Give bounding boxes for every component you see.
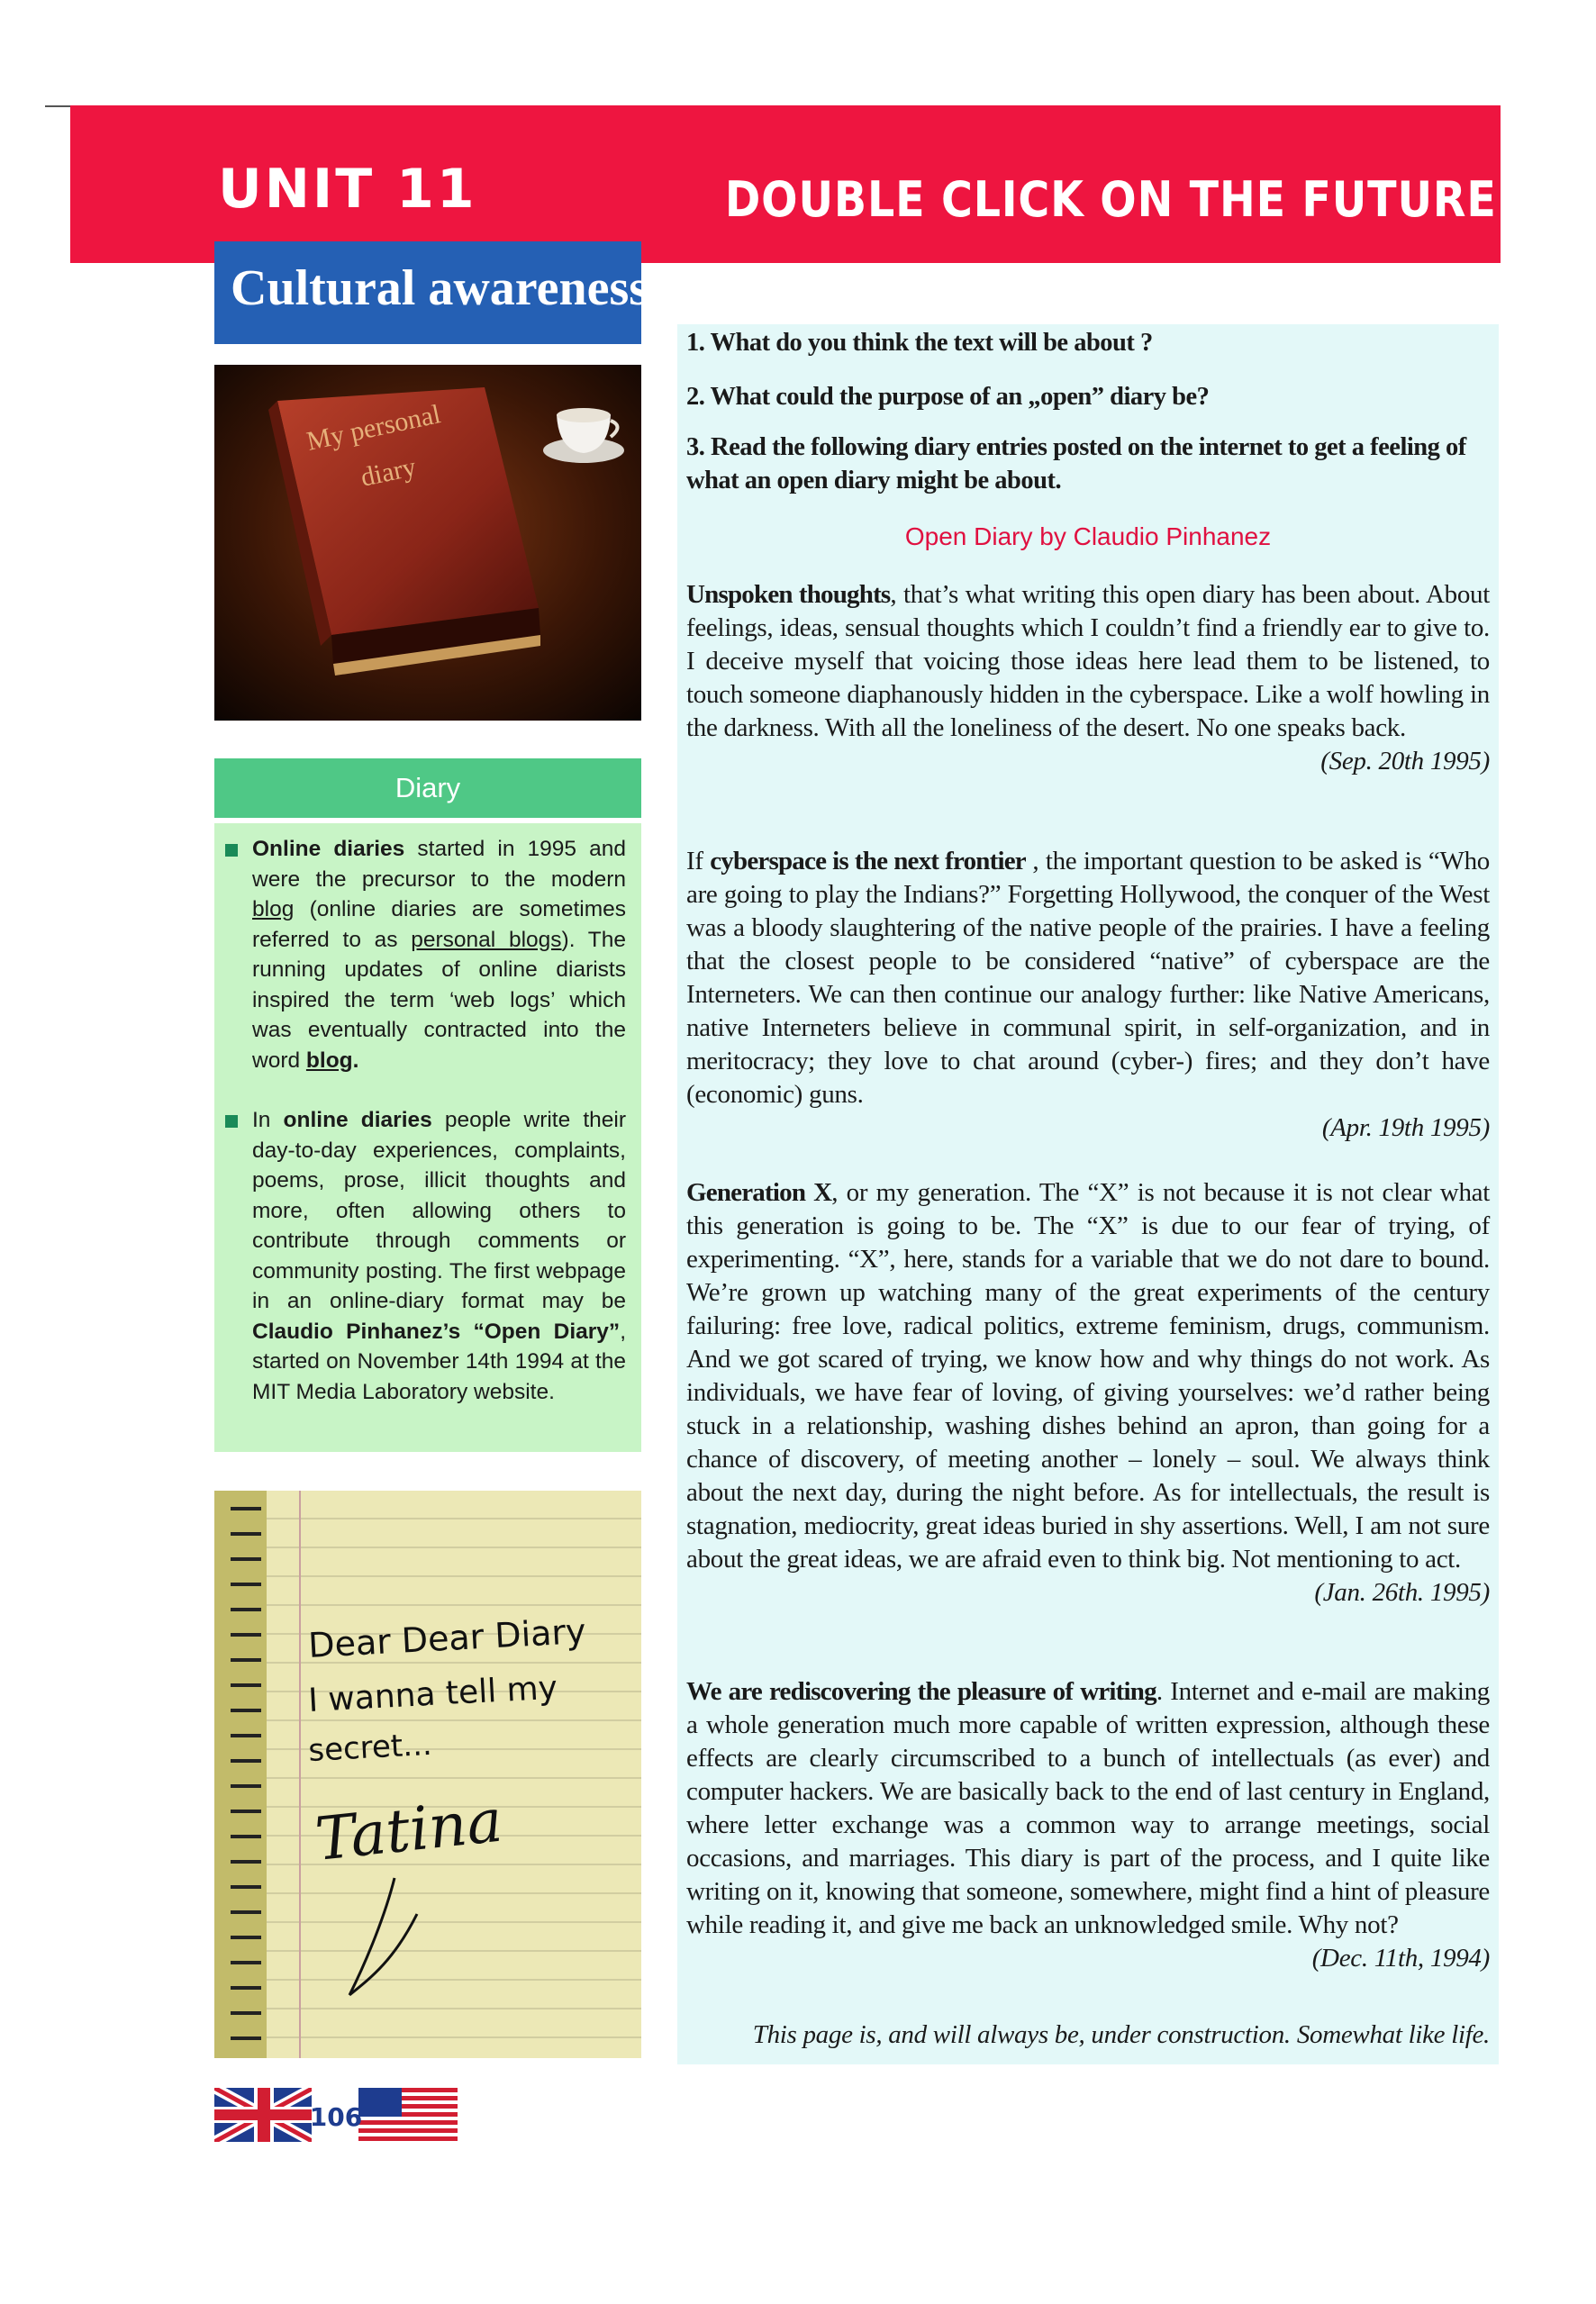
- open-diary-title: Open Diary by Claudio Pinhanez: [904, 522, 1272, 550]
- link-blog-word[interactable]: blog: [305, 1048, 353, 1073]
- entry-lead: cyberspace is the next frontier: [710, 847, 1026, 875]
- bullet1-text-4: .: [352, 1048, 359, 1073]
- sidebar-heading: Diary: [214, 758, 641, 818]
- bullet2-text-3: , started on November 14th 1994 at the MIT Media Laboratory website.: [252, 1319, 626, 1404]
- bullet2-text-2: people write their day-to-day experiences, complaints, poems, prose, illicit thoughts and more, often allowing others to contribute through comments or community posting. The first webpage in an online-diary format may be: [252, 1108, 626, 1313]
- bullet1-strong: Online diaries: [252, 837, 405, 861]
- entry-date: (Dec. 11th, 1994): [1311, 1944, 1490, 1973]
- link-personal-blogs[interactable]: personal blogs: [411, 927, 562, 952]
- bullet2-strong-2: Claudio Pinhanez’s “Open Diary”: [252, 1319, 621, 1344]
- diary-entry-3: [686, 1176, 1490, 1610]
- notebook-text-2: I wanna tell my: [307, 1669, 558, 1719]
- diary-book-photo: [214, 365, 641, 721]
- entry-text: , that’s what writing this open diary has been about. About feelings, ideas, sensual thoughts which I couldn’t find a friendly ear to give to. I deceive myself that voicing those ideas here lead them to be listened, to touch someone diaphanously hidden in the cyberspace. Like a wolf howling in the darkness. With all the loneliness of the desert. No one speaks back.: [686, 580, 1490, 742]
- sidebar-box: [214, 823, 641, 1452]
- question-1: 1. What do you think the text will be about ?: [686, 329, 1153, 357]
- entry-lead: Unspoken thoughts: [686, 580, 891, 609]
- diary-entry-2: If cyberspace is the next frontier , the important question to be asked is “Who are going to play the Indians?” Forgetting Hollywood, the conquer of the West was a bloody slaughtering of the native people of the prairies. I have a feeling that the closest people to be considered “native” of cyberspace are the Interneters. We can then continue our analogy further: like Native Americans, native Interneters believe in communal spirit, in self-organization, and in meritocracy; they love to chat around (cyber-) fires; and they don’t have (economic) guns. (Apr. 19th 1995): [686, 845, 1490, 1145]
- entry-date: (Apr. 19th 1995): [1321, 1113, 1490, 1142]
- book-cover-text-1: My personal: [304, 399, 443, 457]
- book-cover-text-2: diary: [358, 451, 419, 493]
- closing-line: This page is, and will always be, under construction. Somewhat like life.: [752, 2020, 1490, 2049]
- sidebar-bullet-2: [225, 1105, 626, 1407]
- sidebar-bullet-1: [225, 834, 626, 1075]
- bullet2-text-1: In: [252, 1108, 284, 1132]
- entry-text: , the important question to be asked is “Who are going to play the Indians?” Forgetting Hollywood, the conquer of the West was a bloody slaughtering of the native people of the prairies. I have a feeling that the closest people to be considered “native” of cyberspace are the Interneters. We can then continue our analogy further: like Native Americans, native Interneters believe in communal spirit, in self-organization, and in meritocracy; they love to chat around (cyber-) fires; and they don’t have (economic) guns.: [686, 847, 1490, 1109]
- notebook-signature: Tatina: [312, 1785, 506, 1874]
- entry-date: (Sep. 20th 1995): [1320, 747, 1490, 776]
- unit-label: UNIT 11: [218, 158, 477, 221]
- header-rule: [45, 105, 72, 107]
- section-tab: [214, 241, 649, 344]
- entry-text: . Internet and e-mail are making a whole generation much more capable of written expression, although these effects are clearly circumscribed to a bunch of intellectuals (as ever) and computer hackers. We are basically back to the end of last century in England, where letter exchange was a common way to arrange meetings, social occasions, and marriages. This diary is part of the process, and I quite like writing on it, knowing that someone, somewhere, might find a hint of pleasure while reading it, and give me back an unknowledged smile. Why not?: [686, 1677, 1490, 1939]
- bullet1-text-1: started in 1995 and were the precursor to the modern: [252, 837, 627, 892]
- bullet-square-icon: [225, 844, 238, 857]
- diary-entry-4: [686, 1675, 1490, 1975]
- entry-text: , or my generation. The “X” is not because it is not clear what this generation is going to be. The “X” is due to our fear of trying, of experimenting. “X”, here, stands for a variable that we do not dare to bound. We’re grown up watching many of the great experiments of the century failuring: free love, radical politics, extreme feminism, drugs, communism. And we got scared of trying, we know how and why things do not work. As individuals, we have fear of loving, of giving yourselves: we’d rather being stuck in a relationship, washing dishes behind an apron, than going for a chance of discovery, of meeting another – lonely – soul. We always think about the next day, during the night before. As for intellectuals, the result is stagnation, mediocrity, great ideas buried in shy assertions. Well, I am not sure about the great ideas, we are afraid even to think big. Not mentioning to act.: [686, 1178, 1490, 1574]
- unit-title: DOUBLE CLICK ON THE FUTURE: [725, 171, 1497, 228]
- notebook-photo: [214, 1491, 641, 2058]
- bullet-square-icon: [225, 1115, 238, 1128]
- entry-date: (Jan. 26th. 1995): [1314, 1578, 1490, 1607]
- question-3: 3. Read the following diary entries posted on the internet to get a feeling of what an open diary might be about.: [686, 433, 1466, 494]
- section-label: Cultural awareness: [231, 260, 649, 316]
- bullet1-text-3: ). The running updates of online diarists inspired the term ‘web logs’ which was eventually contracted into the word: [252, 927, 627, 1073]
- diary-entry-1: [686, 578, 1490, 778]
- notebook-text-3: secret...: [307, 1726, 433, 1769]
- page-number: 106: [309, 2102, 363, 2132]
- page-number-flags: [214, 2088, 458, 2142]
- entry-lead: Generation X: [686, 1178, 832, 1207]
- question-2: 2. What could the purpose of an „open” diary be?: [686, 383, 1210, 411]
- notebook-text-1: Dear Dear Diary: [307, 1610, 587, 1665]
- bullet2-strong-1: online diaries: [283, 1108, 432, 1132]
- link-blog[interactable]: blog: [252, 897, 295, 921]
- bullet1-text-2: (online diaries are sometimes referred to as: [252, 897, 626, 952]
- entry-lead: We are rediscovering the pleasure of writing: [686, 1677, 1156, 1706]
